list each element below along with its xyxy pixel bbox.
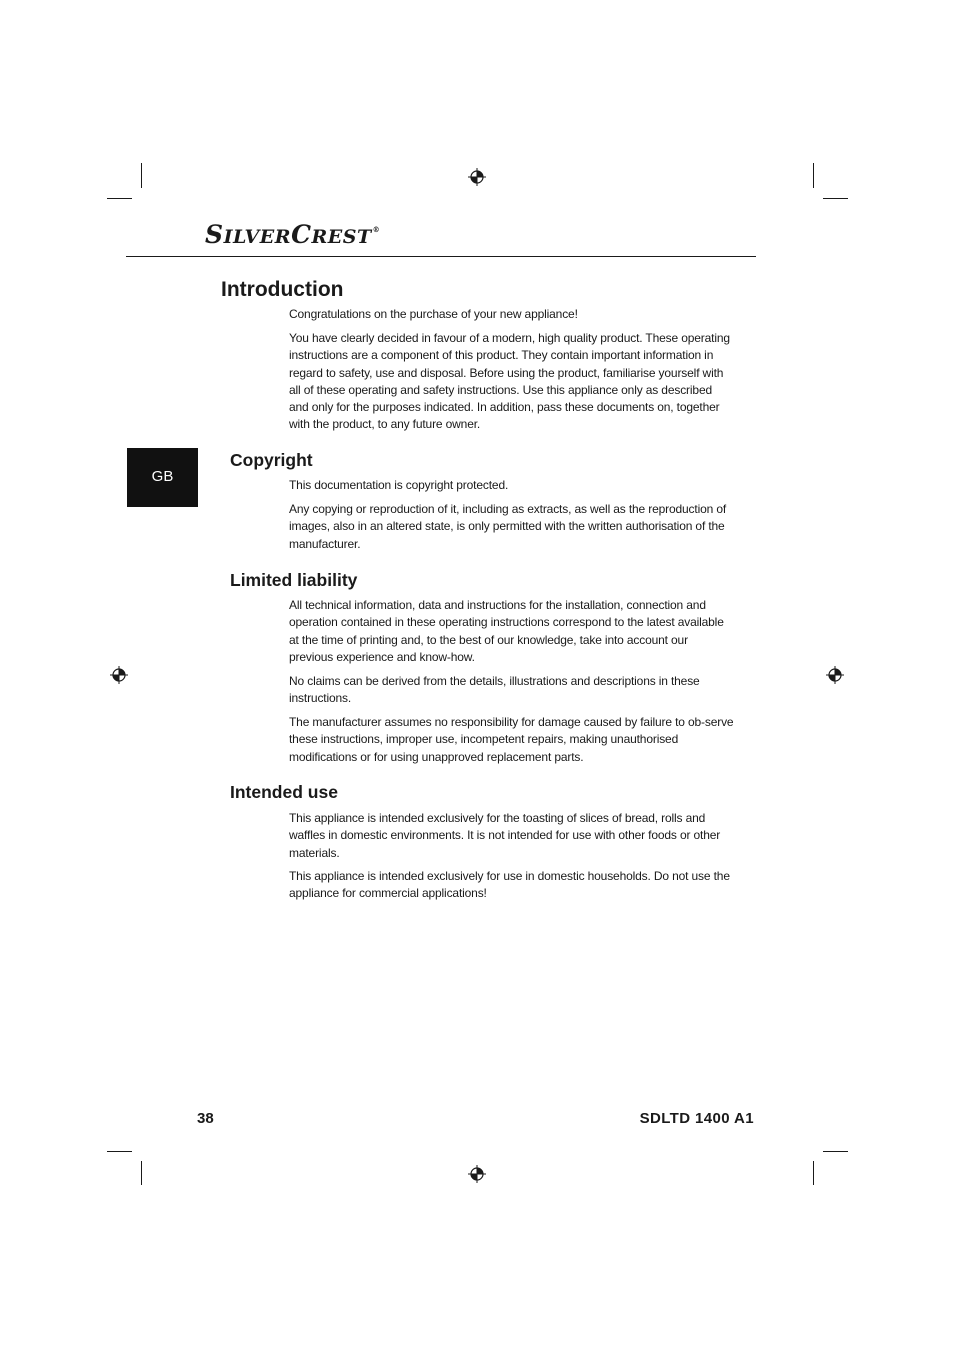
header-rule xyxy=(126,256,756,257)
crop-mark xyxy=(141,1161,142,1185)
crosshair-registration-icon xyxy=(826,666,844,684)
crosshair-registration-icon xyxy=(110,666,128,684)
crosshair-registration-icon xyxy=(468,168,486,186)
logo-letter: C xyxy=(291,220,312,249)
paragraph: Any copying or reproduction of it, including as extracts, as well as the reproduction of images, also in an altered state, is only permitted with the written authorisation of the manufacturer. xyxy=(289,502,727,551)
registered-mark: ® xyxy=(372,225,381,234)
model-number: SDLTD 1400 A1 xyxy=(639,1110,754,1127)
paragraph: This appliance is intended exclusively for use in domestic households. Do not use the appliance for commercial applications! xyxy=(289,869,730,901)
paragraph: This documentation is copyright protected. xyxy=(289,478,509,492)
crop-mark xyxy=(141,163,142,188)
paragraph: All technical information, data and instructions for the installation, connection and operation contained in these operating instructions correspond to the latest available at the time of printing and, to the best of our knowledge, take into account our previous experience and know-how. xyxy=(289,598,724,664)
paragraph: The manufacturer assumes no responsibility for damage caused by failure to ob-serve these instructions, improper use, incompetent repairs, making unauthorised modifications or for using unapproved replacement parts. xyxy=(289,715,734,764)
paragraph: Congratulations on the purchase of your new appliance! xyxy=(289,307,578,321)
crop-mark xyxy=(813,163,814,188)
paragraph: No claims can be derived from the details, illustrations and descriptions in these instructions. xyxy=(289,674,700,706)
paragraph: You have clearly decided in favour of a modern, high quality product. These operating instructions are a component of this product. They contain important information in regard to safety, use and disposal. Before using the product, familiarise yourself with all of these operating and safety instructions. Use this appliance only as described and only for the purposes indicated. In addition, pass these documents on, together with the product, to any future owner. xyxy=(289,331,730,432)
section-title-introduction: Introduction xyxy=(221,278,344,301)
paragraph: This appliance is intended exclusively for the toasting of slices of bread, rolls and waffles in domestic environments. It is not intended for use with other foods or other materials. xyxy=(289,811,721,860)
logo-letter: S xyxy=(205,220,224,249)
brand-logo xyxy=(205,222,380,247)
crop-mark xyxy=(823,1151,848,1152)
crosshair-registration-icon xyxy=(468,1165,486,1183)
logo-text: REST xyxy=(311,226,372,248)
crop-mark xyxy=(823,198,848,199)
language-tab-label: GB xyxy=(151,468,174,485)
section-title-limited-liability: Limited liability xyxy=(230,570,358,590)
logo-text: ILVER xyxy=(223,226,292,248)
crop-mark xyxy=(107,198,132,199)
language-tab xyxy=(127,448,198,507)
section-title-intended-use: Intended use xyxy=(230,782,338,802)
crop-mark xyxy=(813,1161,814,1185)
section-title-copyright: Copyright xyxy=(230,450,313,470)
page-number: 38 xyxy=(197,1110,214,1127)
crop-mark xyxy=(107,1151,132,1152)
